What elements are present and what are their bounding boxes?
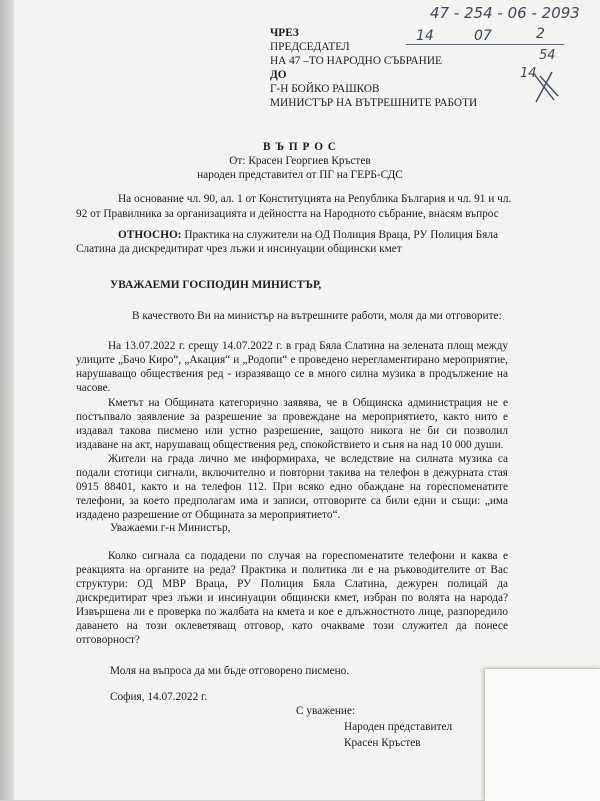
- signature-role: Народен представител: [344, 721, 453, 733]
- paragraph-mayor: Кметът на Общината категорично заявява, че в Общинска администрация не е постъпвало заявление за разрешение за провеждане на мероприятието, както нито е издавал такова писмено или устно разрешение, защото никога не би си позволил издаване на акт, нарушаващ обществения ред, спокойствието и съня на над 10 000 души.: [76, 397, 508, 451]
- paragraph-questions: Колко сигнала са подадени по случая на гореспоменатите телефони и каква е реакцията на органите на реда? Практика и политика ли е на ръководителите от Вас структури: ОД МВР Враца, РУ Полиция Бяла Слатина, дежурен полицай да дискредитират чрез лъжи и инсинуации общински кмет, избран по волята на народа? Извършена ли е проверка по жалбата на кмета и кое е длъжностното лице, разпоредило даването на този оклеветяващ отговор, като очакваме този служител да понесе отговорност?: [76, 550, 508, 646]
- registration-day: 14: [416, 28, 434, 44]
- signature-regards: С уважение:: [296, 705, 356, 717]
- registration-month: 07: [474, 28, 492, 44]
- intro-line: В качеството Ви на министър на вътрешните работи, моля да ми отговорите:: [132, 310, 502, 322]
- page-edge-shadow: [0, 0, 14, 800]
- registration-number: 47 - 254 - 06 - 2093: [430, 4, 580, 22]
- to-label: ДО: [270, 69, 287, 81]
- author-line: От: Красен Георгиев Кръстев: [229, 155, 371, 167]
- stamp-underline: [406, 44, 564, 45]
- minister-name: Г-Н БОЙКО РАШКОВ: [270, 83, 380, 95]
- paragraph-residents: Жители на града лично ме информираха, че вследствие на силната музика са подали стотици сигнали, включително и повторни такива на телефон в дежурната стая 0915 88401, както и на телефон 112. При всяко едно обаждане на гореспоменатите телефони, за което предполагам има и записи, отговорите са били едни и същи: „има издадено разрешение от Общината за мероприятието“.: [76, 453, 508, 521]
- subject-label: ОТНОСНО:: [118, 229, 182, 241]
- registration-mark-b: 54: [539, 48, 556, 63]
- subject-line-2: Слатина да дискредитират чрез лъжи и инсинуации общински кмет: [76, 243, 402, 255]
- basis-line-2: 92 от Правилника за организацията и дейността на Народното събрание, внасям въпрос: [76, 208, 499, 220]
- chair-title: ПРЕДСЕДАТЕЛ: [270, 41, 350, 53]
- chair-body: НА 47 –ТО НАРОДНО СЪБРАНИЕ: [270, 55, 442, 67]
- minister-title: МИНИСТЪР НА ВЪТРЕШНИТЕ РАБОТИ: [270, 97, 478, 109]
- paragraph-event: На 13.07.2022 г. срещу 14.07.2022 г. в град Бяла Слатина на зелената площ между улиците „Бачо Киро“, „Акация“ и „Родопи“ е проведено нерегламентирано мероприятие, нарушаващо обществения ред - изразяващо се в много силна музика в продължение на часове.: [76, 340, 508, 394]
- subject-line-1: [118, 228, 498, 242]
- registration-mark-a: 2: [536, 26, 545, 42]
- basis-line-1: На основание чл. 90, ал. 1 от Конституцията на Република България и чл. 91 и чл.: [118, 193, 512, 205]
- closing-request: Моля на въпроса да ми бъде отговорено писмено.: [110, 665, 350, 677]
- salutation: УВАЖАЕМИ ГОСПОДИН МИНИСТЪР,: [110, 279, 322, 291]
- handwritten-cross-icon: [530, 70, 560, 104]
- registration-mark-c: 14: [520, 66, 537, 81]
- place-date: София, 14.07.2022 г.: [110, 691, 208, 703]
- author-role: народен представител от ПГ на ГЕРБ-СДС: [197, 169, 403, 181]
- overlapping-paper-card: [484, 668, 600, 801]
- document-heading: В Ъ П Р О С: [263, 141, 337, 153]
- salutation-2: Уважаеми г-н Министър,: [110, 522, 231, 534]
- subject-text-1: Практика на служители на ОД Полиция Враца, РУ Полиция Бяла: [181, 229, 498, 241]
- via-label: ЧРЕЗ: [270, 27, 299, 39]
- signature-name: Красен Кръстев: [344, 737, 421, 749]
